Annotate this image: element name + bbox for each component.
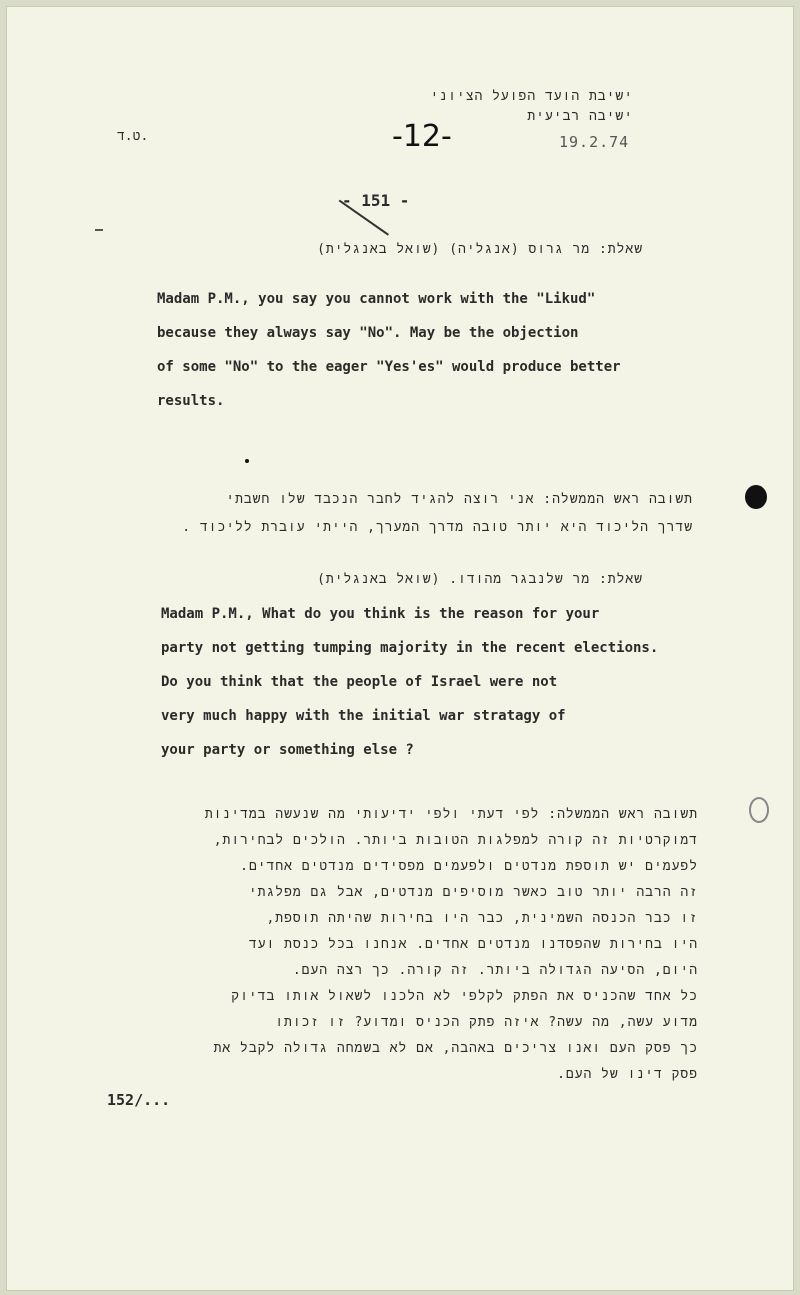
punch-hole-outline — [749, 797, 769, 823]
answer-2-line: היום, הסיעה הגדולה ביותר. זה קורה. כך רצה העם. — [292, 963, 698, 978]
answer-2-line: זו כבר הכנסה השמינית, כבר היו בחירות שהיתה תוספת, — [266, 911, 698, 926]
question-1-line: of some "No" to the eager "Yes'es" would produce better — [157, 359, 621, 375]
typed-page-number: - 151 - — [342, 191, 410, 210]
answer-2-line: דמוקרטיות זה קורה למפלגות הטובות ביותר. הולכים לבחירות, — [213, 833, 698, 848]
question-1-line: results. — [157, 393, 225, 409]
answer-2-line: כל אחד שהכניס את הפתק לקלפי לא הלכנו לשאול אותו בדיוק — [231, 989, 698, 1004]
punch-hole — [745, 485, 767, 509]
answer-2-line: כך פסק העם ואנו צריכים באהבה, אם לא בשמחה גדולה לקבל את — [213, 1041, 698, 1056]
question-2-line: party not getting tumping majority in the recent elections. — [161, 640, 659, 656]
session-subtitle: ישיבה רביעית — [527, 109, 633, 124]
answer-2-line: לפעמים יש תוספת מנדטים ולפעמים מפסידים מנדטים אחדים. — [240, 859, 698, 874]
margin-mark — [95, 229, 103, 231]
question-2-line: Madam P.M., What do you think is the reason for your — [161, 606, 600, 622]
answer-1-line: תשובה ראש הממשלה: אני רוצה להגיד לחבר הנכבד שלו חשבתי — [226, 492, 693, 507]
continuation-marker: 152/... — [107, 1091, 171, 1109]
question-1-heading: שאלת: מר גרוס (אנגליה) (שואל באנגלית) — [317, 242, 643, 257]
document-page — [6, 6, 794, 1291]
question-1-line: Madam P.M., you say you cannot work with the "Likud" — [157, 291, 596, 307]
document-date: 19.2.74 — [559, 133, 630, 151]
answer-2-line: היו בחירות שהפסדנו מנדטים אחדים. אנחנו בכל כנסת ועד — [248, 937, 698, 952]
answer-2-line: תשובה ראש הממשלה: לפי דעתי ולפי ידיעותי מה שנעשה במדינות — [204, 807, 698, 822]
question-2-line: Do you think that the people of Israel were not — [161, 674, 558, 690]
question-2-line: very much happy with the initial war stratagy of — [161, 708, 566, 724]
question-1-line: because they always say "No". May be the objection — [157, 325, 579, 341]
answer-2-line: מדוע עשה, מה עשה? איזה פתק הכניס ומדוע? זו זכותו — [275, 1015, 698, 1030]
answer-2-line: פסק דינו של העם. — [557, 1067, 698, 1082]
session-title: ישיבת הועד הפועל הציוני — [430, 89, 633, 104]
question-2-heading: שאלת: מר שלנבגר מהודו. (שואל באנגלית) — [317, 572, 643, 587]
handwritten-page-mark: -12- — [392, 119, 452, 154]
question-2-line: your party or something else ? — [161, 742, 414, 758]
page-number-strike — [339, 175, 410, 236]
answer-1-line: שדרך הליכוד היא יותר טובה מדרך המערך, הייתי עוברת לליכוד . — [182, 520, 693, 535]
answer-2-line: זה הרבה יותר טוב כאשר מוסיפים מנדטים, אבל גם מפלגתי — [248, 885, 698, 900]
speck-mark — [245, 459, 249, 463]
header-initials: ט.ד. — [117, 129, 149, 144]
